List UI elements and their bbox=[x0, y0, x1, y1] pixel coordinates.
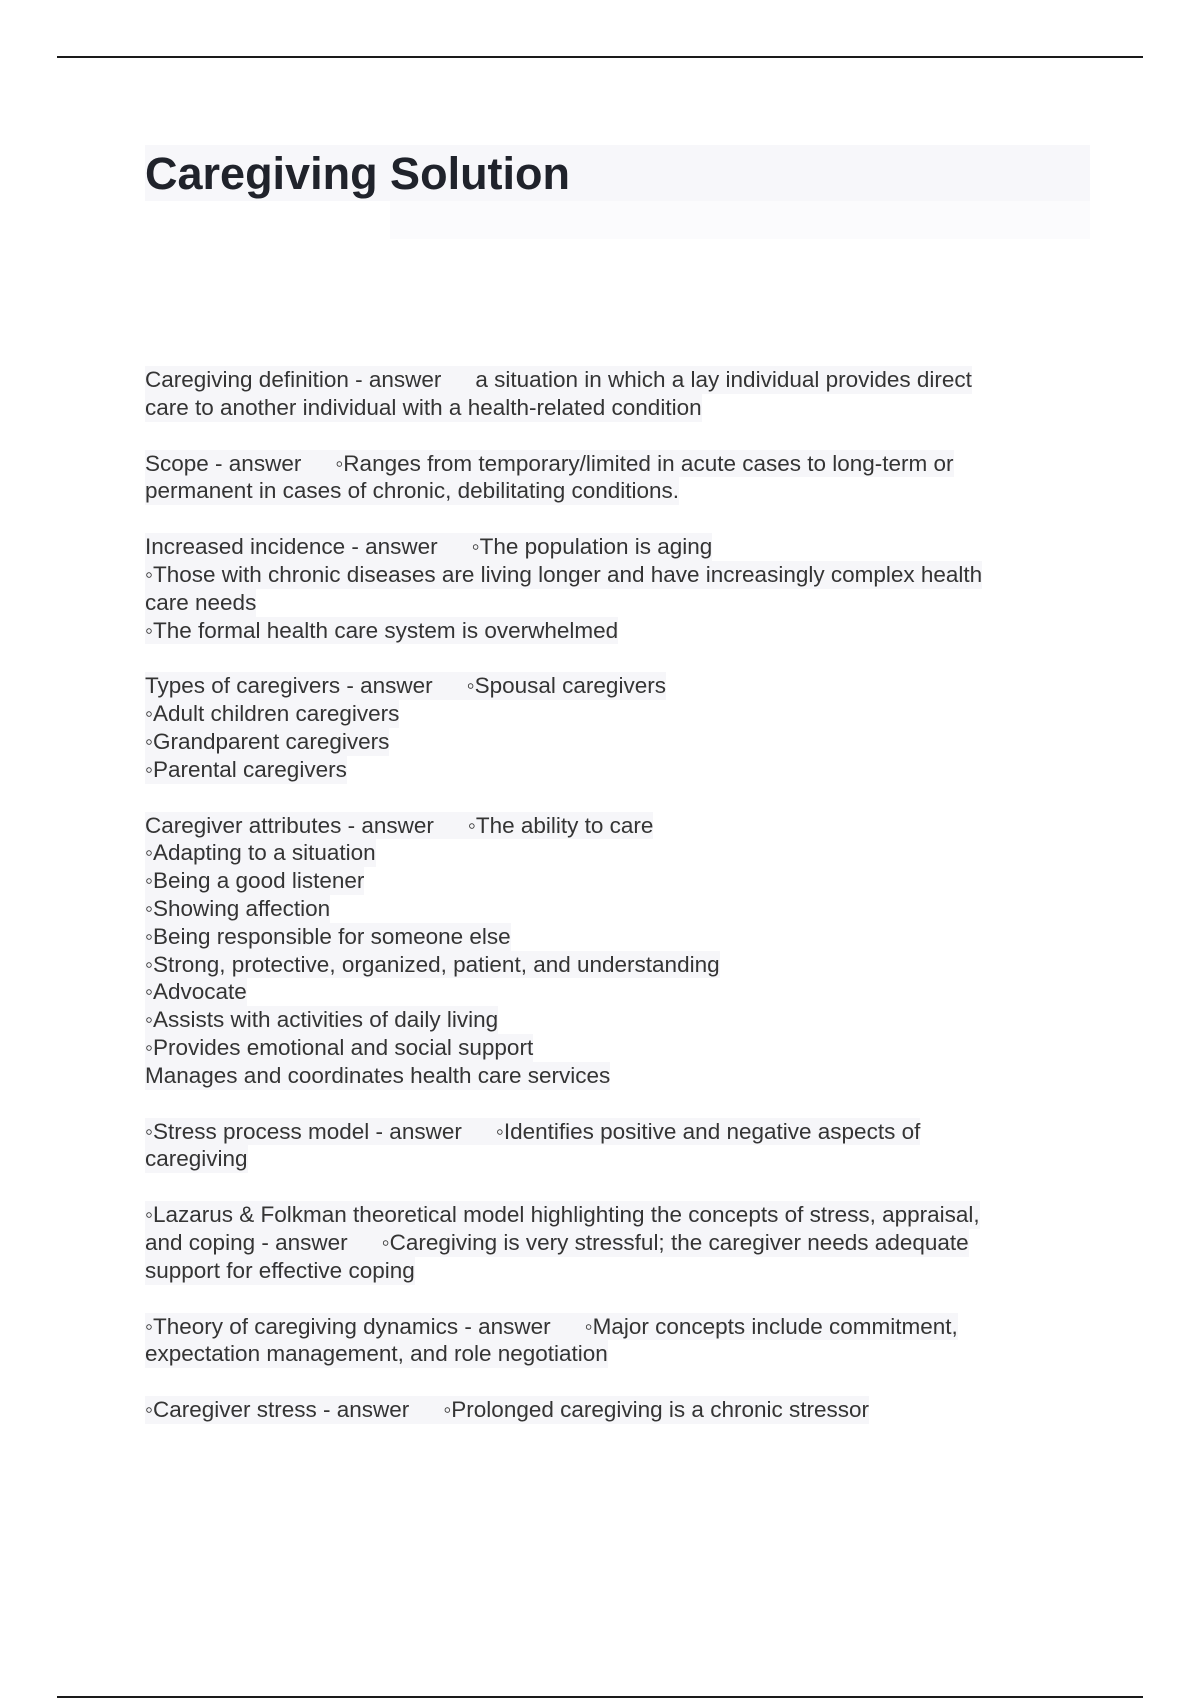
entry-term-line: ◦Lazarus & Folkman theoretical model highlighting the concepts of stress, appraisal, bbox=[145, 1202, 980, 1228]
entry-answer-line: ◦Adult children caregivers bbox=[145, 701, 400, 727]
entry-answer-line: ◦Strong, protective, organized, patient, and understanding bbox=[145, 951, 720, 977]
entry-first-line bbox=[145, 1313, 958, 1341]
entry-answer: ◦The ability to care bbox=[467, 812, 654, 838]
entry-term: Scope - answer bbox=[145, 450, 302, 476]
entry-first-line bbox=[145, 450, 954, 478]
entry-term: ◦Theory of caregiving dynamics - answer bbox=[145, 1313, 551, 1339]
entry-answer-line: care needs bbox=[145, 589, 257, 615]
entry-answer: ◦Ranges from temporary/limited in acute cases to long-term or bbox=[335, 450, 954, 476]
entry-answer-line: ◦Adapting to a situation bbox=[145, 840, 376, 866]
entry-first-line bbox=[145, 366, 972, 394]
flashcard-list bbox=[145, 366, 1055, 1452]
entry-answer: ◦Prolonged caregiving is a chronic stressor bbox=[443, 1397, 869, 1423]
entry-term: Types of caregivers - answer bbox=[145, 673, 433, 699]
top-rule bbox=[57, 56, 1143, 58]
entry-first-line bbox=[145, 1118, 920, 1146]
entry-answer: ◦Spousal caregivers bbox=[466, 673, 666, 699]
entry-answer-line: ◦Those with chronic diseases are living longer and have increasingly complex health bbox=[145, 561, 983, 587]
entry-answer-line: expectation management, and role negotiation bbox=[145, 1341, 608, 1367]
entry-answer-line: support for effective coping bbox=[145, 1257, 415, 1283]
entry-answer-line: caregiving bbox=[145, 1146, 248, 1172]
flashcard-entry bbox=[145, 1396, 1055, 1424]
entry-answer-line: ◦Advocate bbox=[145, 979, 247, 1005]
entry-term: Caregiver attributes - answer bbox=[145, 812, 434, 838]
entry-first-line bbox=[145, 533, 712, 561]
entry-answer-line: ◦Being responsible for someone else bbox=[145, 923, 511, 949]
flashcard-entry bbox=[145, 366, 1055, 422]
entry-first-line bbox=[145, 1396, 869, 1424]
entry-answer: ◦Major concepts include commitment, bbox=[584, 1313, 958, 1339]
entry-answer-line: ◦Assists with activities of daily living bbox=[145, 1007, 499, 1033]
entry-answer-line: Manages and coordinates health care services bbox=[145, 1062, 611, 1088]
title-highlight-shadow bbox=[390, 201, 1090, 239]
flashcard-entry bbox=[145, 812, 1055, 1090]
entry-first-line bbox=[145, 672, 666, 700]
entry-answer: ◦The population is aging bbox=[471, 534, 713, 560]
flashcard-entry bbox=[145, 1313, 1055, 1369]
entry-answer-line: ◦Showing affection bbox=[145, 895, 331, 921]
page-title: Caregiving Solution bbox=[145, 148, 571, 199]
entry-answer-line: ◦Being a good listener bbox=[145, 868, 365, 894]
flashcard-entry bbox=[145, 533, 1055, 644]
entry-answer-line: ◦Parental caregivers bbox=[145, 756, 347, 782]
entry-answer-line: permanent in cases of chronic, debilitating conditions. bbox=[145, 478, 680, 504]
entry-term: Increased incidence - answer bbox=[145, 534, 438, 560]
entry-first-line bbox=[145, 812, 653, 840]
entry-answer-line: ◦Provides emotional and social support bbox=[145, 1034, 534, 1060]
entry-answer: ◦Identifies positive and negative aspects of bbox=[495, 1118, 921, 1144]
entry-term: and coping - answer bbox=[145, 1229, 348, 1255]
flashcard-entry bbox=[145, 672, 1055, 783]
entry-term: ◦Caregiver stress - answer bbox=[145, 1397, 410, 1423]
entry-term: ◦Stress process model - answer bbox=[145, 1118, 462, 1144]
flashcard-entry bbox=[145, 450, 1055, 506]
entry-answer: a situation in which a lay individual provides direct bbox=[475, 367, 972, 392]
flashcard-entry bbox=[145, 1118, 1055, 1174]
flashcard-entry bbox=[145, 1201, 1055, 1284]
entry-first-line bbox=[145, 1229, 969, 1257]
entry-answer: ◦Caregiving is very stressful; the caregiver needs adequate bbox=[381, 1229, 969, 1255]
bottom-rule bbox=[57, 1696, 1143, 1698]
entry-term: Caregiving definition - answer bbox=[145, 367, 442, 392]
entry-answer-line: care to another individual with a health-related condition bbox=[145, 394, 702, 420]
entry-answer-line: ◦The formal health care system is overwhelmed bbox=[145, 617, 619, 643]
entry-answer-line: ◦Grandparent caregivers bbox=[145, 728, 390, 754]
